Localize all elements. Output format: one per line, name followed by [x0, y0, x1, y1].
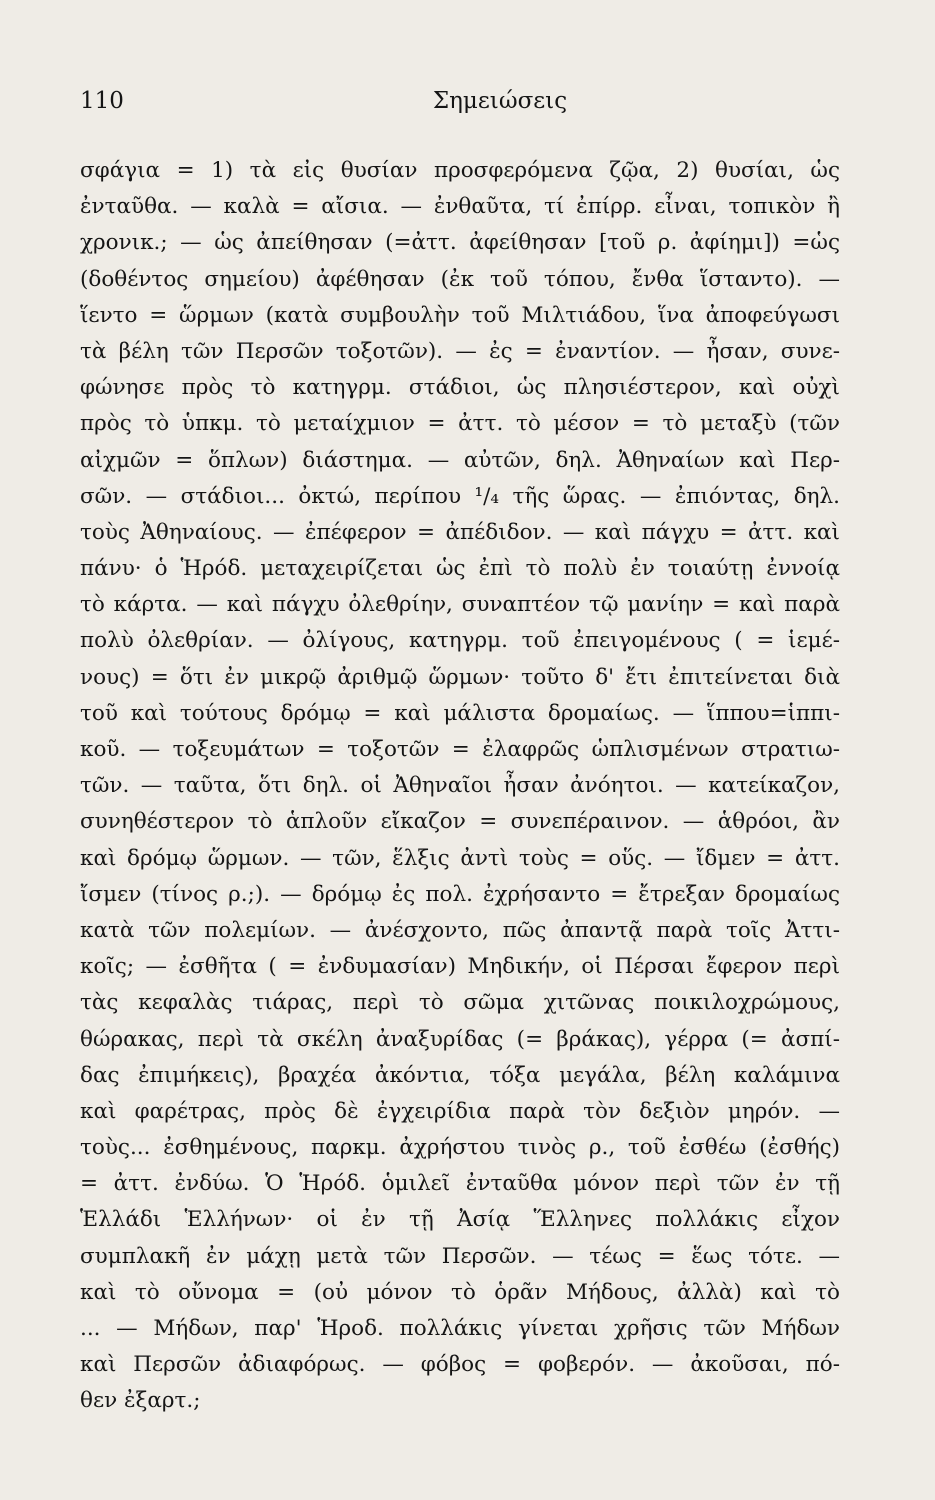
text-line: καὶ τὸ οὔνομα = (οὐ μόνον τὸ ὁρᾶν Μήδους, ἀλλὰ) καὶ τὸ — [80, 1279, 840, 1305]
text-line: κοῖς; — ἐσθῆτα ( = ἐνδυμασίαν) Μηδικήν, οἱ Πέρσαι ἔφερον περὶ — [80, 954, 840, 980]
text-line: τῶν. — ταῦτα, ὅτι δηλ. οἱ Ἀθηναῖοι ἦσαν ἀνόητοι. — κατείκαζον, — [80, 773, 840, 799]
text-line: καὶ δρόμῳ ὥρμων. — τῶν, ἕλξις ἀντὶ τοὺς = οὕς. — ἴδμεν = ἀττ. — [80, 845, 840, 871]
text-line: αἰχμῶν = ὅπλων) διάστημα. — αὐτῶν, δηλ. Ἀθηναίων καὶ Περ- — [80, 447, 840, 473]
text-line: πρὸς τὸ ὑπκμ. τὸ μεταίχμιον = ἀττ. τὸ μέσον = τὸ μεταξὺ (τῶν — [80, 411, 840, 437]
text-line: καὶ φαρέτρας, πρὸς δὲ ἐγχειρίδια παρὰ τὸν δεξιὸν μηρόν. — — [80, 1098, 840, 1124]
text-line: τοῦ καὶ τούτους δρόμῳ = καὶ μάλιστα δρομαίως. — ἵππου=ἱππι- — [80, 700, 840, 726]
text-line: τοὺς... ἐσθημένους, παρκμ. ἀχρήστου τινὸς ρ., τοῦ ἐσθέω (ἐσθής) — [80, 1135, 840, 1161]
page-number: 110 — [80, 88, 124, 114]
text-line: φώνησε πρὸς τὸ κατηγρμ. στάδιοι, ὡς πλησιέστερον, καὶ οὐχὶ — [80, 375, 840, 401]
text-line: (δοθέντος σημείου) ἀφέθησαν (ἐκ τοῦ τόπου, ἔνθα ἵσταντο). — — [80, 266, 840, 292]
text-line: θώρακας, περὶ τὰ σκέλη ἀναξυρίδας (= βράκας), γέρρα (= ἀσπί- — [80, 1026, 840, 1052]
text-line: Ἑλλάδι Ἑλλήνων· οἱ ἐν τῇ Ἀσίᾳ Ἕλληνες πολλάκις εἶχον — [80, 1207, 840, 1233]
text-line: πολὺ ὀλεθρίαν. — ὀλίγους, κατηγρμ. τοῦ ἐπειγομένους ( = ἱεμέ- — [80, 628, 840, 654]
text-line: τὸ κάρτα. — καὶ πάγχυ ὀλεθρίην, συναπτέον τῷ μανίην = καὶ παρὰ — [80, 592, 840, 618]
text-line: πάνυ· ὁ Ἡρόδ. μεταχειρίζεται ὡς ἐπὶ τὸ πολὺ ἐν τοιαύτῃ ἐννοίᾳ — [80, 556, 840, 582]
text-line: κατὰ τῶν πολεμίων. — ἀνέσχοντο, πῶς ἀπαντᾷ παρὰ τοῖς Ἀττι- — [80, 917, 840, 943]
text-line: χρονικ.; — ὡς ἀπείθησαν (=ἀττ. ἀφείθησαν [τοῦ ρ. ἀφίημι]) =ὡς — [80, 230, 840, 256]
text-line: σῶν. — στάδιοι... ὀκτώ, περίπου ¹/₄ τῆς ὥρας. — ἐπιόντας, δηλ. — [80, 483, 840, 509]
notes-text — [80, 153, 840, 1420]
text-line: τὰς κεφαλὰς τιάρας, περὶ τὸ σῶμα χιτῶνας ποικιλοχρώμους, — [80, 990, 840, 1016]
text-line: ἵεντο = ὥρμων (κατὰ συμβουλὴν τοῦ Μιλτιάδου, ἵνα ἀποφεύγωσι — [80, 302, 840, 328]
text-line: θεν ἐξαρτ.; — [80, 1388, 201, 1414]
text-line: τὰ βέλη τῶν Περσῶν τοξοτῶν). — ἐς = ἐναντίον. — ἦσαν, συνε- — [80, 338, 840, 364]
text-line: σφάγια = 1) τὰ εἰς θυσίαν προσφερόμενα ζῷα, 2) θυσίαι, ὡς — [80, 158, 840, 183]
text-line: κοῦ. — τοξευμάτων = τοξοτῶν = ἐλαφρῶς ὡπλισμένων στρατιω- — [80, 737, 840, 762]
text-line: συμπλακῆ ἐν μάχῃ μετὰ τῶν Περσῶν. — τέως = ἕως τότε. — — [80, 1243, 840, 1269]
text-line: τοὺς Ἀθηναίους. — ἐπέφερον = ἀπέδιδον. — καὶ πάγχυ = ἀττ. καὶ — [80, 519, 840, 545]
text-line: νους) = ὅτι ἐν μικρῷ ἀριθμῷ ὥρμων· τοῦτο δ' ἔτι ἐπιτείνεται διὰ — [80, 664, 840, 690]
text-line: συνηθέστερον τὸ ἁπλοῦν εἴκαζον = συνεπέραινον. — ἁθρόοι, ἂν — [80, 809, 840, 835]
text-line: καὶ Περσῶν ἀδιαφόρως. — φόβος = φοβερόν. — ἀκοῦσαι, πό- — [80, 1352, 840, 1378]
text-line: = ἀττ. ἐνδύω. Ὁ Ἡρόδ. ὁμιλεῖ ἐνταῦθα μόνον περὶ τῶν ἐν τῇ — [80, 1171, 840, 1197]
text-line: ... — Μήδων, παρ' Ἡροδ. πολλάκις γίνεται χρῆσις τῶν Μήδων — [80, 1316, 840, 1341]
text-line: ἴσμεν (τίνος ρ.;). — δρόμῳ ἐς πολ. ἐχρήσαντο = ἔτρεξαν δρομαίως — [80, 881, 840, 907]
page-header — [80, 88, 840, 128]
text-line: ἐνταῦθα. — καλὰ = αἴσια. — ἐνθαῦτα, τί ἐπίρρ. εἶναι, τοπικὸν ἢ — [80, 194, 840, 220]
running-title: Σημειώσεις — [432, 88, 568, 114]
text-line: δας ἐπιμήκεις), βραχέα ἀκόντια, τόξα μεγάλα, βέλη καλάμινα — [80, 1062, 840, 1088]
